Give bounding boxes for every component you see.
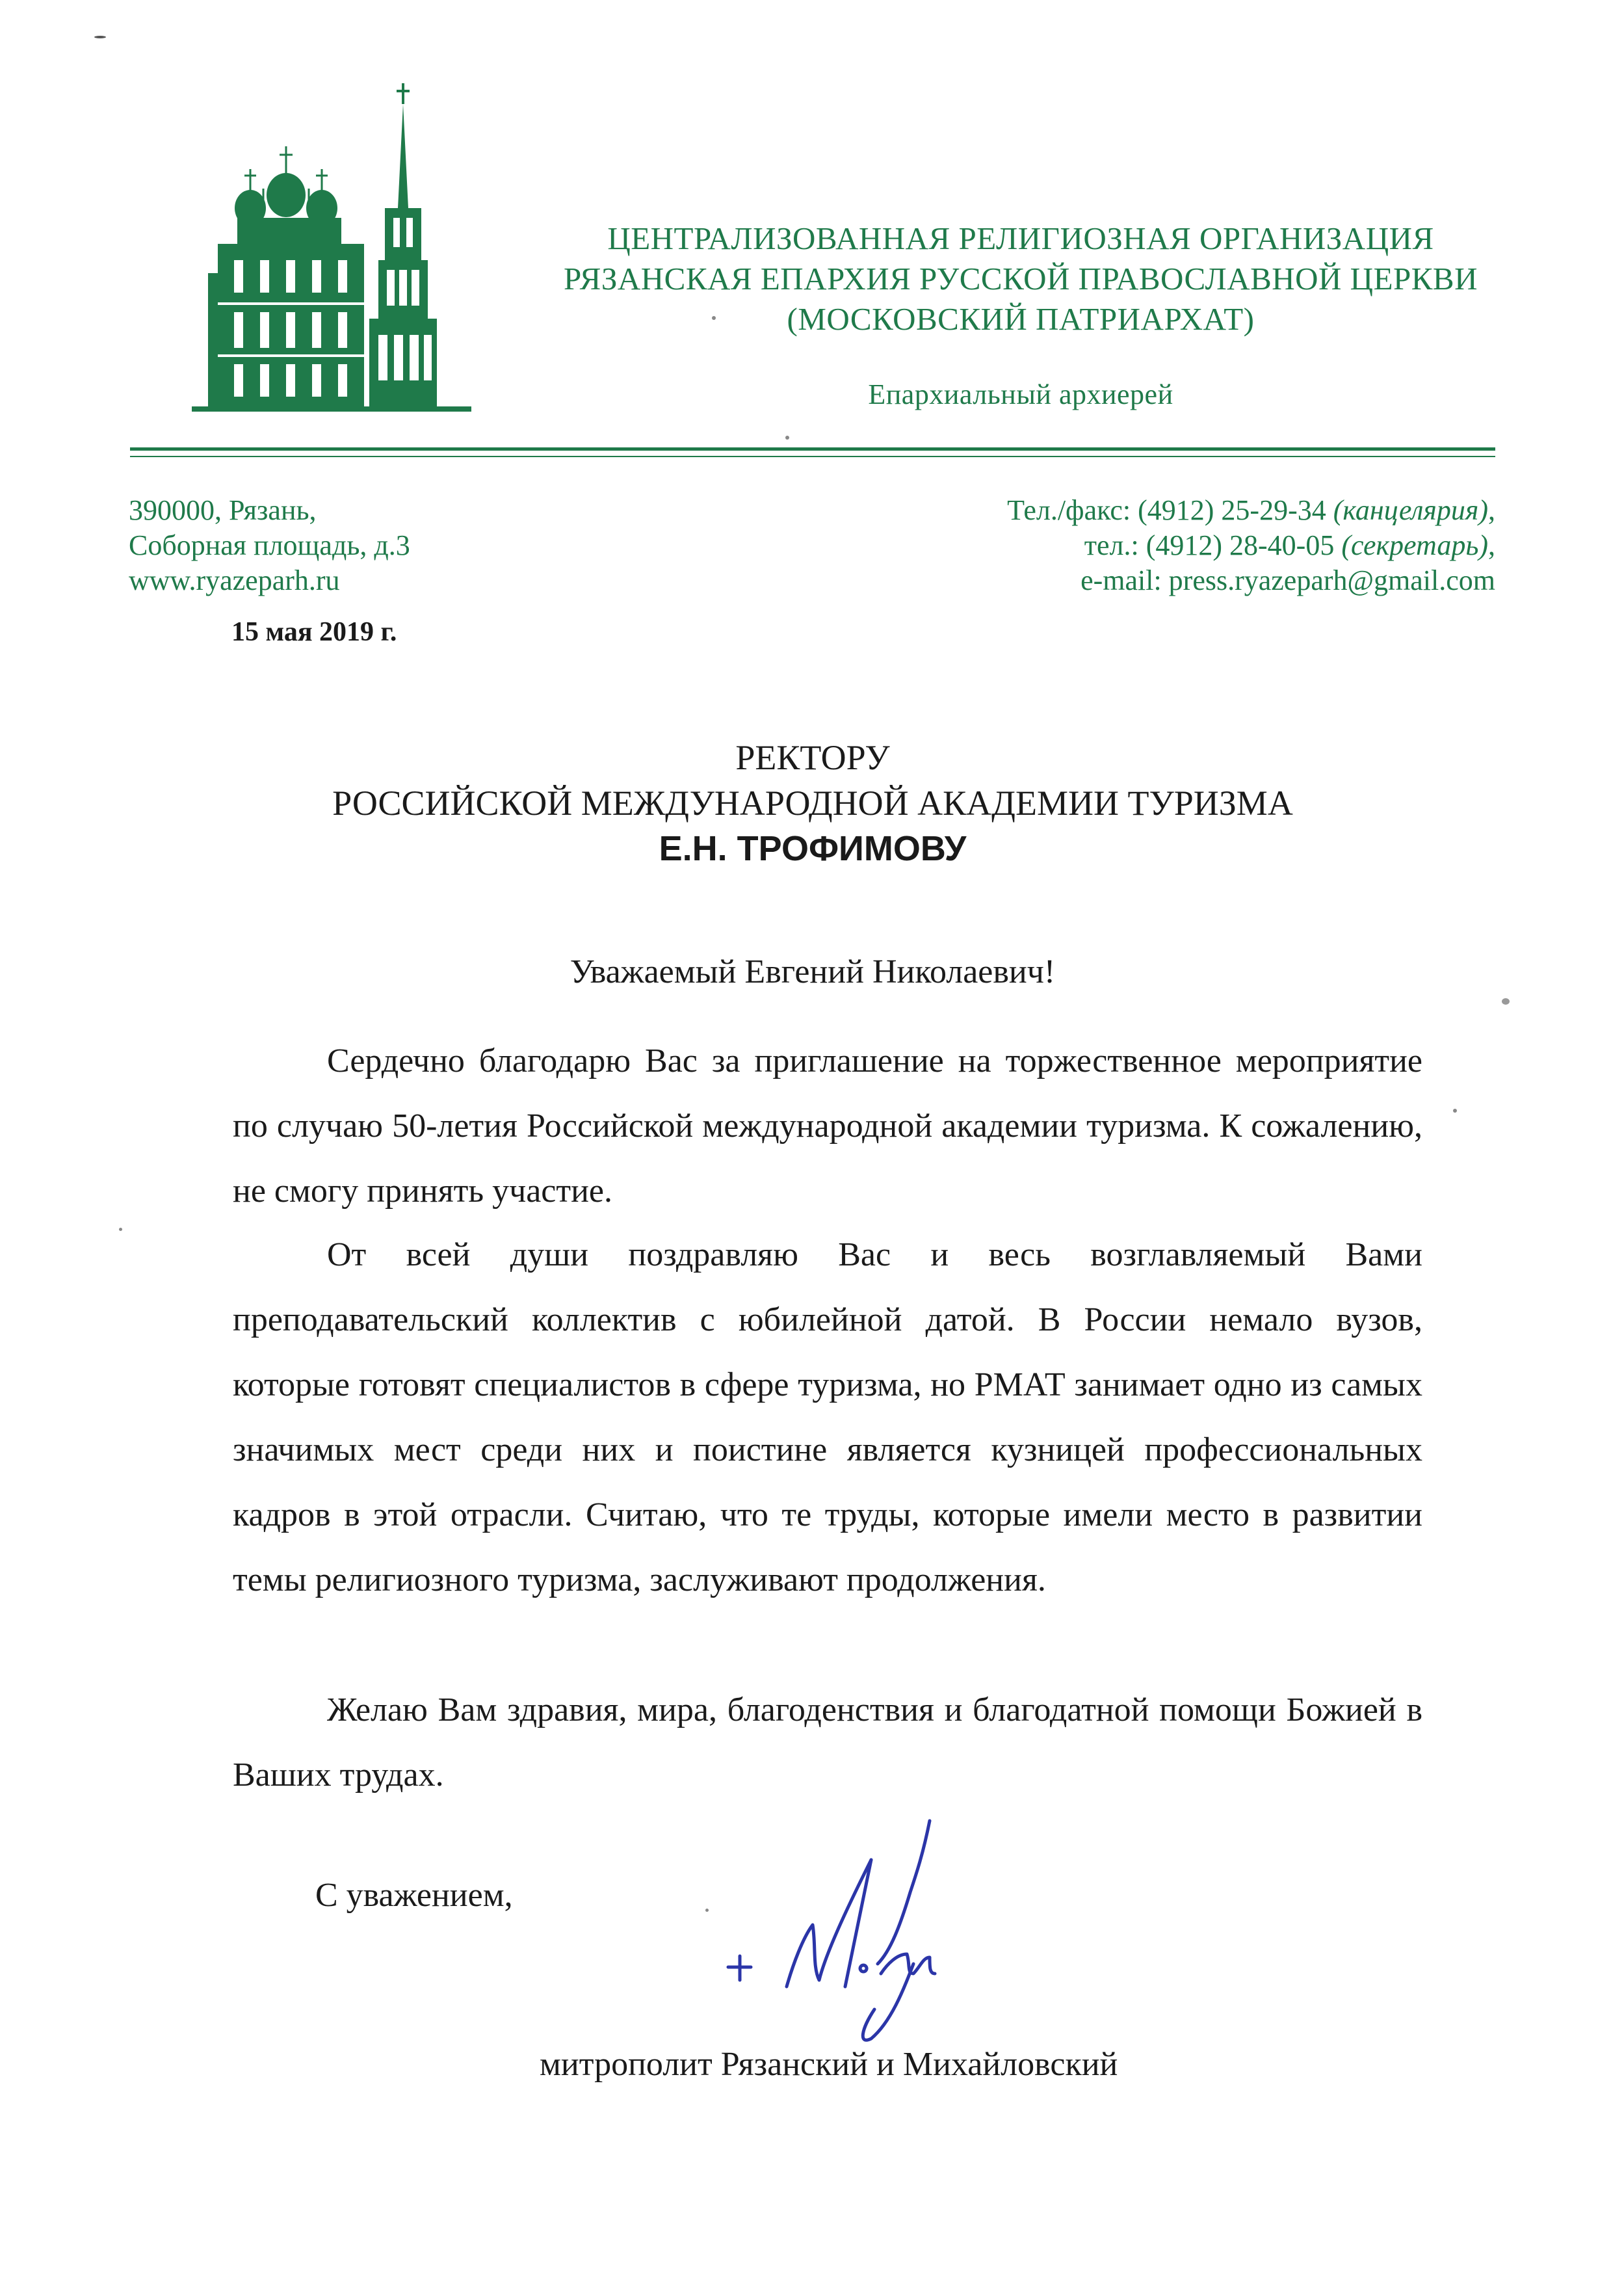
scan-artifact (705, 1909, 709, 1912)
org-name-line-1: ЦЕНТРАЛИЗОВАННАЯ РЕЛИГИОЗНАЯ ОРГАНИЗАЦИЯ (607, 220, 1434, 256)
scan-artifact (94, 36, 106, 38)
contact-phone-secretary: тел.: (4912) 28-40-05 (секретарь), (1084, 529, 1495, 561)
org-name-line-2: РЯЗАНСКАЯ ЕПАРХИЯ РУССКОЙ ПРАВОСЛАВНОЙ ЦЕРКВИ (563, 261, 1478, 297)
cathedral-logo (189, 78, 475, 416)
address-line-1: 390000, Рязань, (129, 494, 317, 526)
body-paragraph-3: Желаю Вам здравия, мира, благоденствия и благодатной помощи Божией в Ваших трудах. (233, 1691, 1422, 1793)
letterhead-rule-thick (130, 447, 1495, 451)
handwritten-signature (715, 1814, 988, 2048)
scan-artifact (785, 436, 789, 440)
contact-email[interactable]: e-mail: press.ryazeparh@gmail.com (1080, 564, 1495, 596)
addressee-name: Е.Н. ТРОФИМОВУ (659, 829, 967, 868)
signer-title: митрополит Рязанский и Михайловский (540, 2046, 1118, 2083)
body-paragraph-1: Сердечно благодарю Вас за приглашение на торжественное мероприятие по случаю 50-летия Российской международной академии туризма. К сожалению, не смогу принять участие. (233, 1042, 1422, 1210)
scan-artifact (119, 1228, 122, 1231)
letter-date: 15 мая 2019 г. (231, 617, 397, 647)
address-line-2: Соборная площадь, д.3 (129, 529, 410, 561)
contact-phone-fax: Тел./факс: (4912) 25-29-34 (канцелярия), (1007, 494, 1495, 526)
scan-artifact (1502, 998, 1510, 1005)
org-position: Епархиальный архиерей (868, 378, 1173, 410)
addressee-title: РЕКТОРУ (735, 738, 890, 777)
website-link[interactable]: www.ryazeparh.ru (129, 564, 340, 596)
org-name-line-3: (МОСКОВСКИЙ ПАТРИАРХАТ) (787, 301, 1255, 337)
body-paragraph-2: От всей души поздравляю Вас и весь возглавляемый Вами преподавательский коллектив с юбилейной датой. В России немало вузов, которые готовят специалистов в сфере туризма, но РМАТ занимает одно из самых значимых мест среди них и поистине является кузницей профессиональных кадров в этой отрасли. Считаю, что те труды, которые имели место в развитии темы религиозного туризма, заслуживают продолжения. (233, 1236, 1422, 1598)
salutation: Уважаемый Евгений Николаевич! (570, 953, 1056, 990)
scan-artifact (712, 316, 716, 320)
scan-artifact (1453, 1109, 1457, 1113)
closing: С уважением, (315, 1877, 513, 1914)
letterhead-rule-thin (130, 456, 1495, 457)
addressee-organization: РОССИЙСКОЙ МЕЖДУНАРОДНОЙ АКАДЕМИИ ТУРИЗМА (332, 784, 1293, 823)
